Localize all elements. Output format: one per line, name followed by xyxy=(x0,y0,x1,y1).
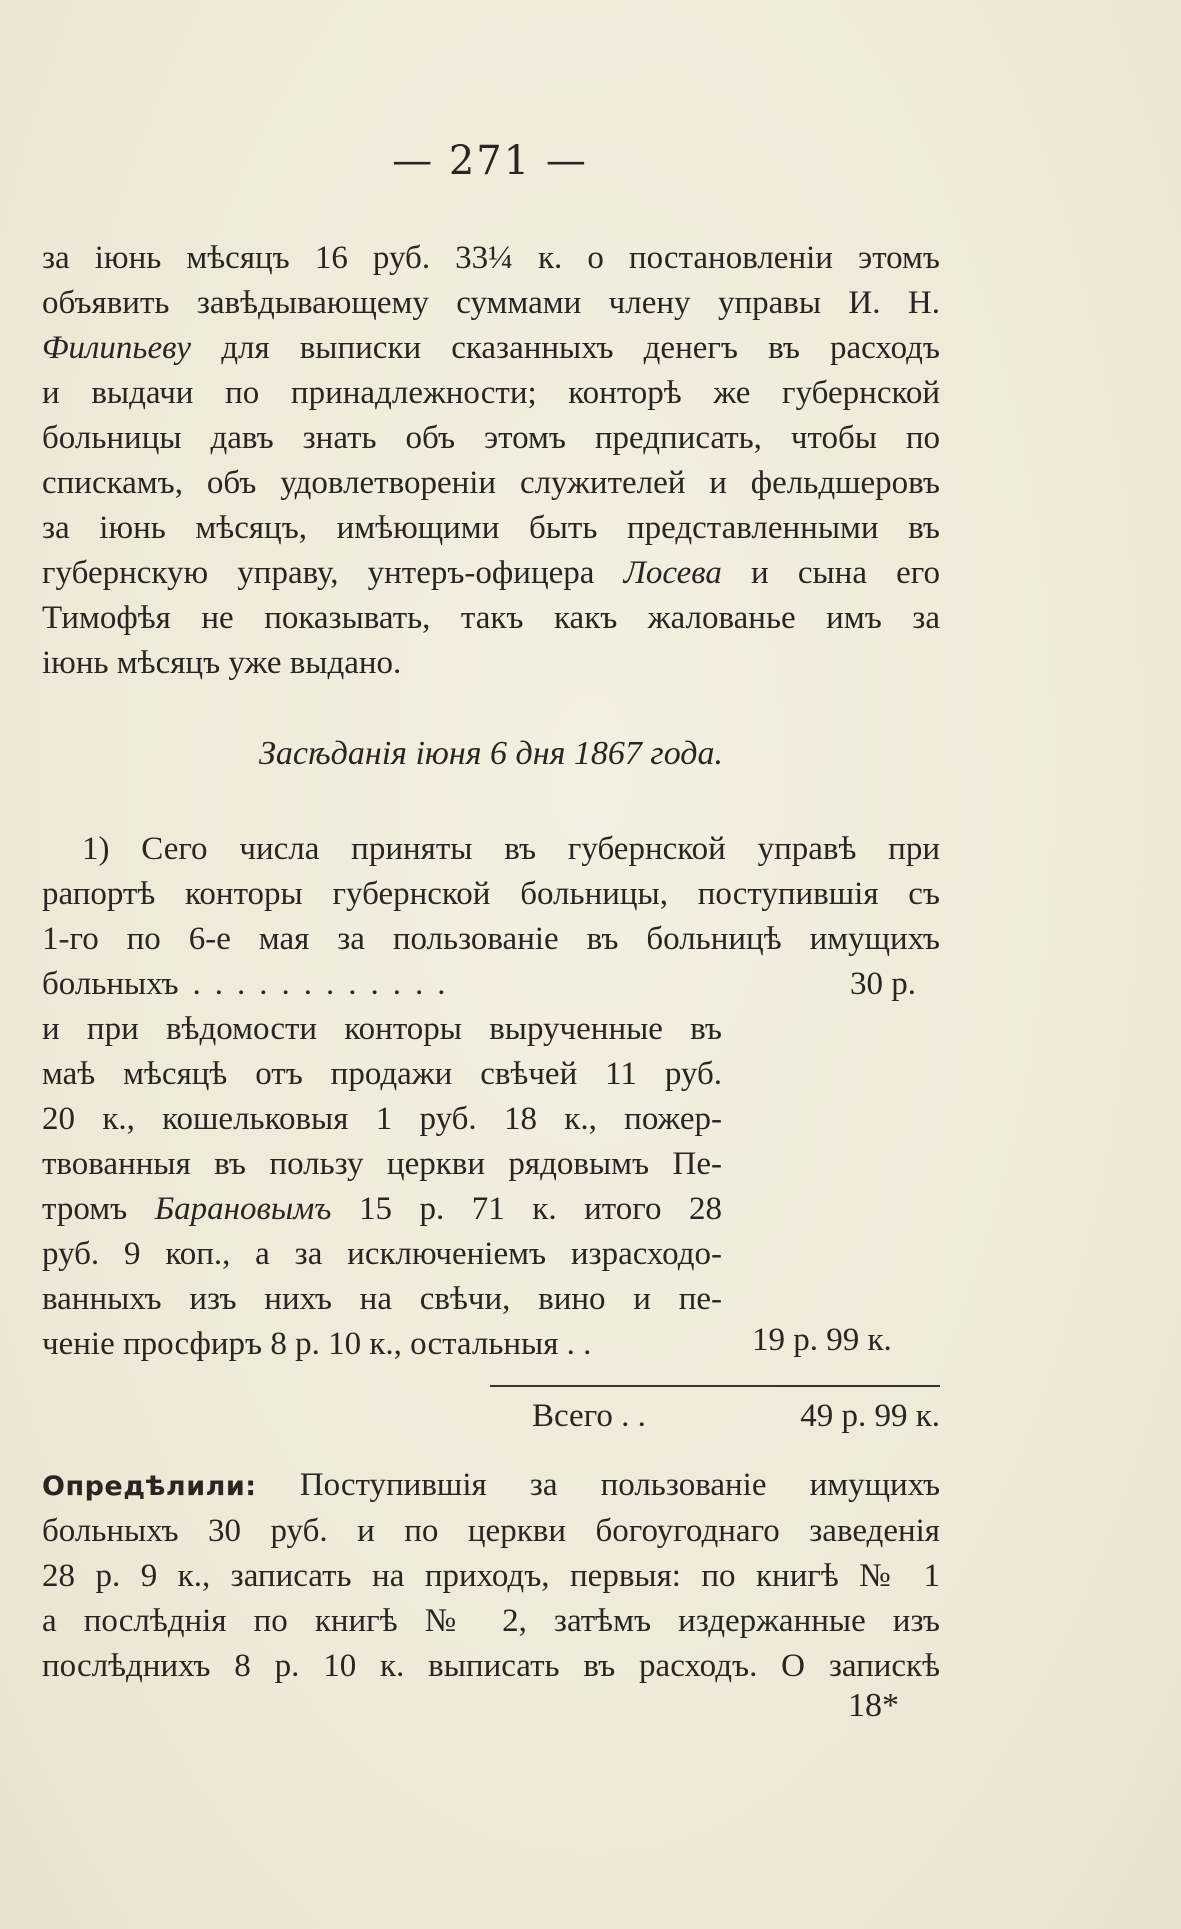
row-label: больныхъ xyxy=(42,966,179,1002)
leader-dots: ............ xyxy=(192,966,460,1002)
decision-label: Опредѣлили: xyxy=(42,1471,257,1502)
person-name: Филипьеву xyxy=(42,330,192,366)
person-name: Барановымъ xyxy=(154,1191,332,1227)
text-line: и выдачи по принадлежности; конторѣ же губернской xyxy=(42,375,940,411)
text-fragment: губернскую управу, унтеръ-офицера xyxy=(42,555,595,591)
text-line: руб. 9 коп., а за исключеніемъ израсходо- xyxy=(42,1236,722,1272)
signature-mark: 18* xyxy=(848,1687,899,1724)
session-heading: Засѣданія іюня 6 дня 1867 года. xyxy=(259,735,723,772)
total-row xyxy=(532,1398,940,1435)
text-line: маѣ мѣсяцѣ отъ продажи свѣчей 11 руб. xyxy=(42,1056,722,1092)
text-line: ченіе просфиръ 8 р. 10 к., остальныя . . xyxy=(42,1326,592,1362)
item-1 xyxy=(42,827,940,1007)
text-line: 1-го по 6-е мая за пользованіе въ больницѣ имущихъ xyxy=(42,921,940,957)
text-line: за іюнь мѣсяцъ, имѣющими быть представленными въ xyxy=(42,510,940,546)
sub-account-block xyxy=(42,1007,722,1367)
text-line: больныхъ 30 руб. и по церкви богоугоднаго заведенія xyxy=(42,1513,940,1549)
text-fragment: 15 р. 71 к. итого 28 xyxy=(358,1191,723,1227)
text-line: Тимофѣя не показывать, такъ какъ жалованье имъ за xyxy=(42,600,940,636)
amount-row xyxy=(42,962,940,1007)
text-line: 20 к., кошельковыя 1 руб. 18 к., пожер- xyxy=(42,1101,722,1137)
total-label: Всего . . xyxy=(532,1398,646,1434)
sub-amount: 19 р. 99 к. xyxy=(752,1322,892,1358)
text-line: а послѣднія по книгѣ № 2, затѣмъ издержанные изъ xyxy=(42,1603,940,1639)
text-fragment: для выписки сказанныхъ денегъ въ расходъ xyxy=(221,330,941,366)
text-line: 1) Сего числа приняты въ губернской управѣ при xyxy=(82,831,940,867)
text-line: и при вѣдомости конторы вырученные въ xyxy=(42,1011,722,1047)
text-line: за іюнь мѣсяцъ 16 руб. 33¼ к. о постановленіи этомъ xyxy=(42,240,940,276)
text-fragment: Поступившія за пользованіе имущихъ xyxy=(299,1467,941,1503)
page-number: — 271 — xyxy=(392,138,588,184)
text-line: объявить завѣдывающему суммами члену управы И. Н. xyxy=(42,285,940,321)
text-line xyxy=(42,1463,940,1509)
text-line xyxy=(42,326,940,371)
total-amount: 49 р. 99 к. xyxy=(800,1398,940,1434)
person-name: Лосева xyxy=(623,555,722,591)
text-line: твованныя въ пользу церкви рядовымъ Пе- xyxy=(42,1146,722,1182)
sum-rule xyxy=(490,1385,940,1387)
text-fragment: и сына его xyxy=(751,555,940,591)
paragraph-continuation xyxy=(42,236,940,686)
text-line xyxy=(42,551,940,596)
row-amount: 30 р. xyxy=(850,966,916,1002)
text-line: іюнь мѣсяцъ уже выдано. xyxy=(42,645,402,681)
decision-paragraph xyxy=(42,1463,940,1689)
text-line: послѣднихъ 8 р. 10 к. выписать въ расходъ. О запискѣ xyxy=(42,1648,940,1684)
text-line: 28 р. 9 к., записать на приходъ, первыя: по книгѣ № 1 xyxy=(42,1558,940,1594)
text-line xyxy=(42,1187,722,1232)
text-fragment: тромъ xyxy=(42,1191,128,1227)
text-line: спискамъ, объ удовлетвореніи служителей и фельдшеровъ xyxy=(42,465,940,501)
text-line: больницы давъ знать объ этомъ предписать, чтобы по xyxy=(42,420,940,456)
text-line: ванныхъ изъ нихъ на свѣчи, вино и пе- xyxy=(42,1281,722,1317)
text-line: рапортѣ конторы губернской больницы, поступившія съ xyxy=(42,876,940,912)
